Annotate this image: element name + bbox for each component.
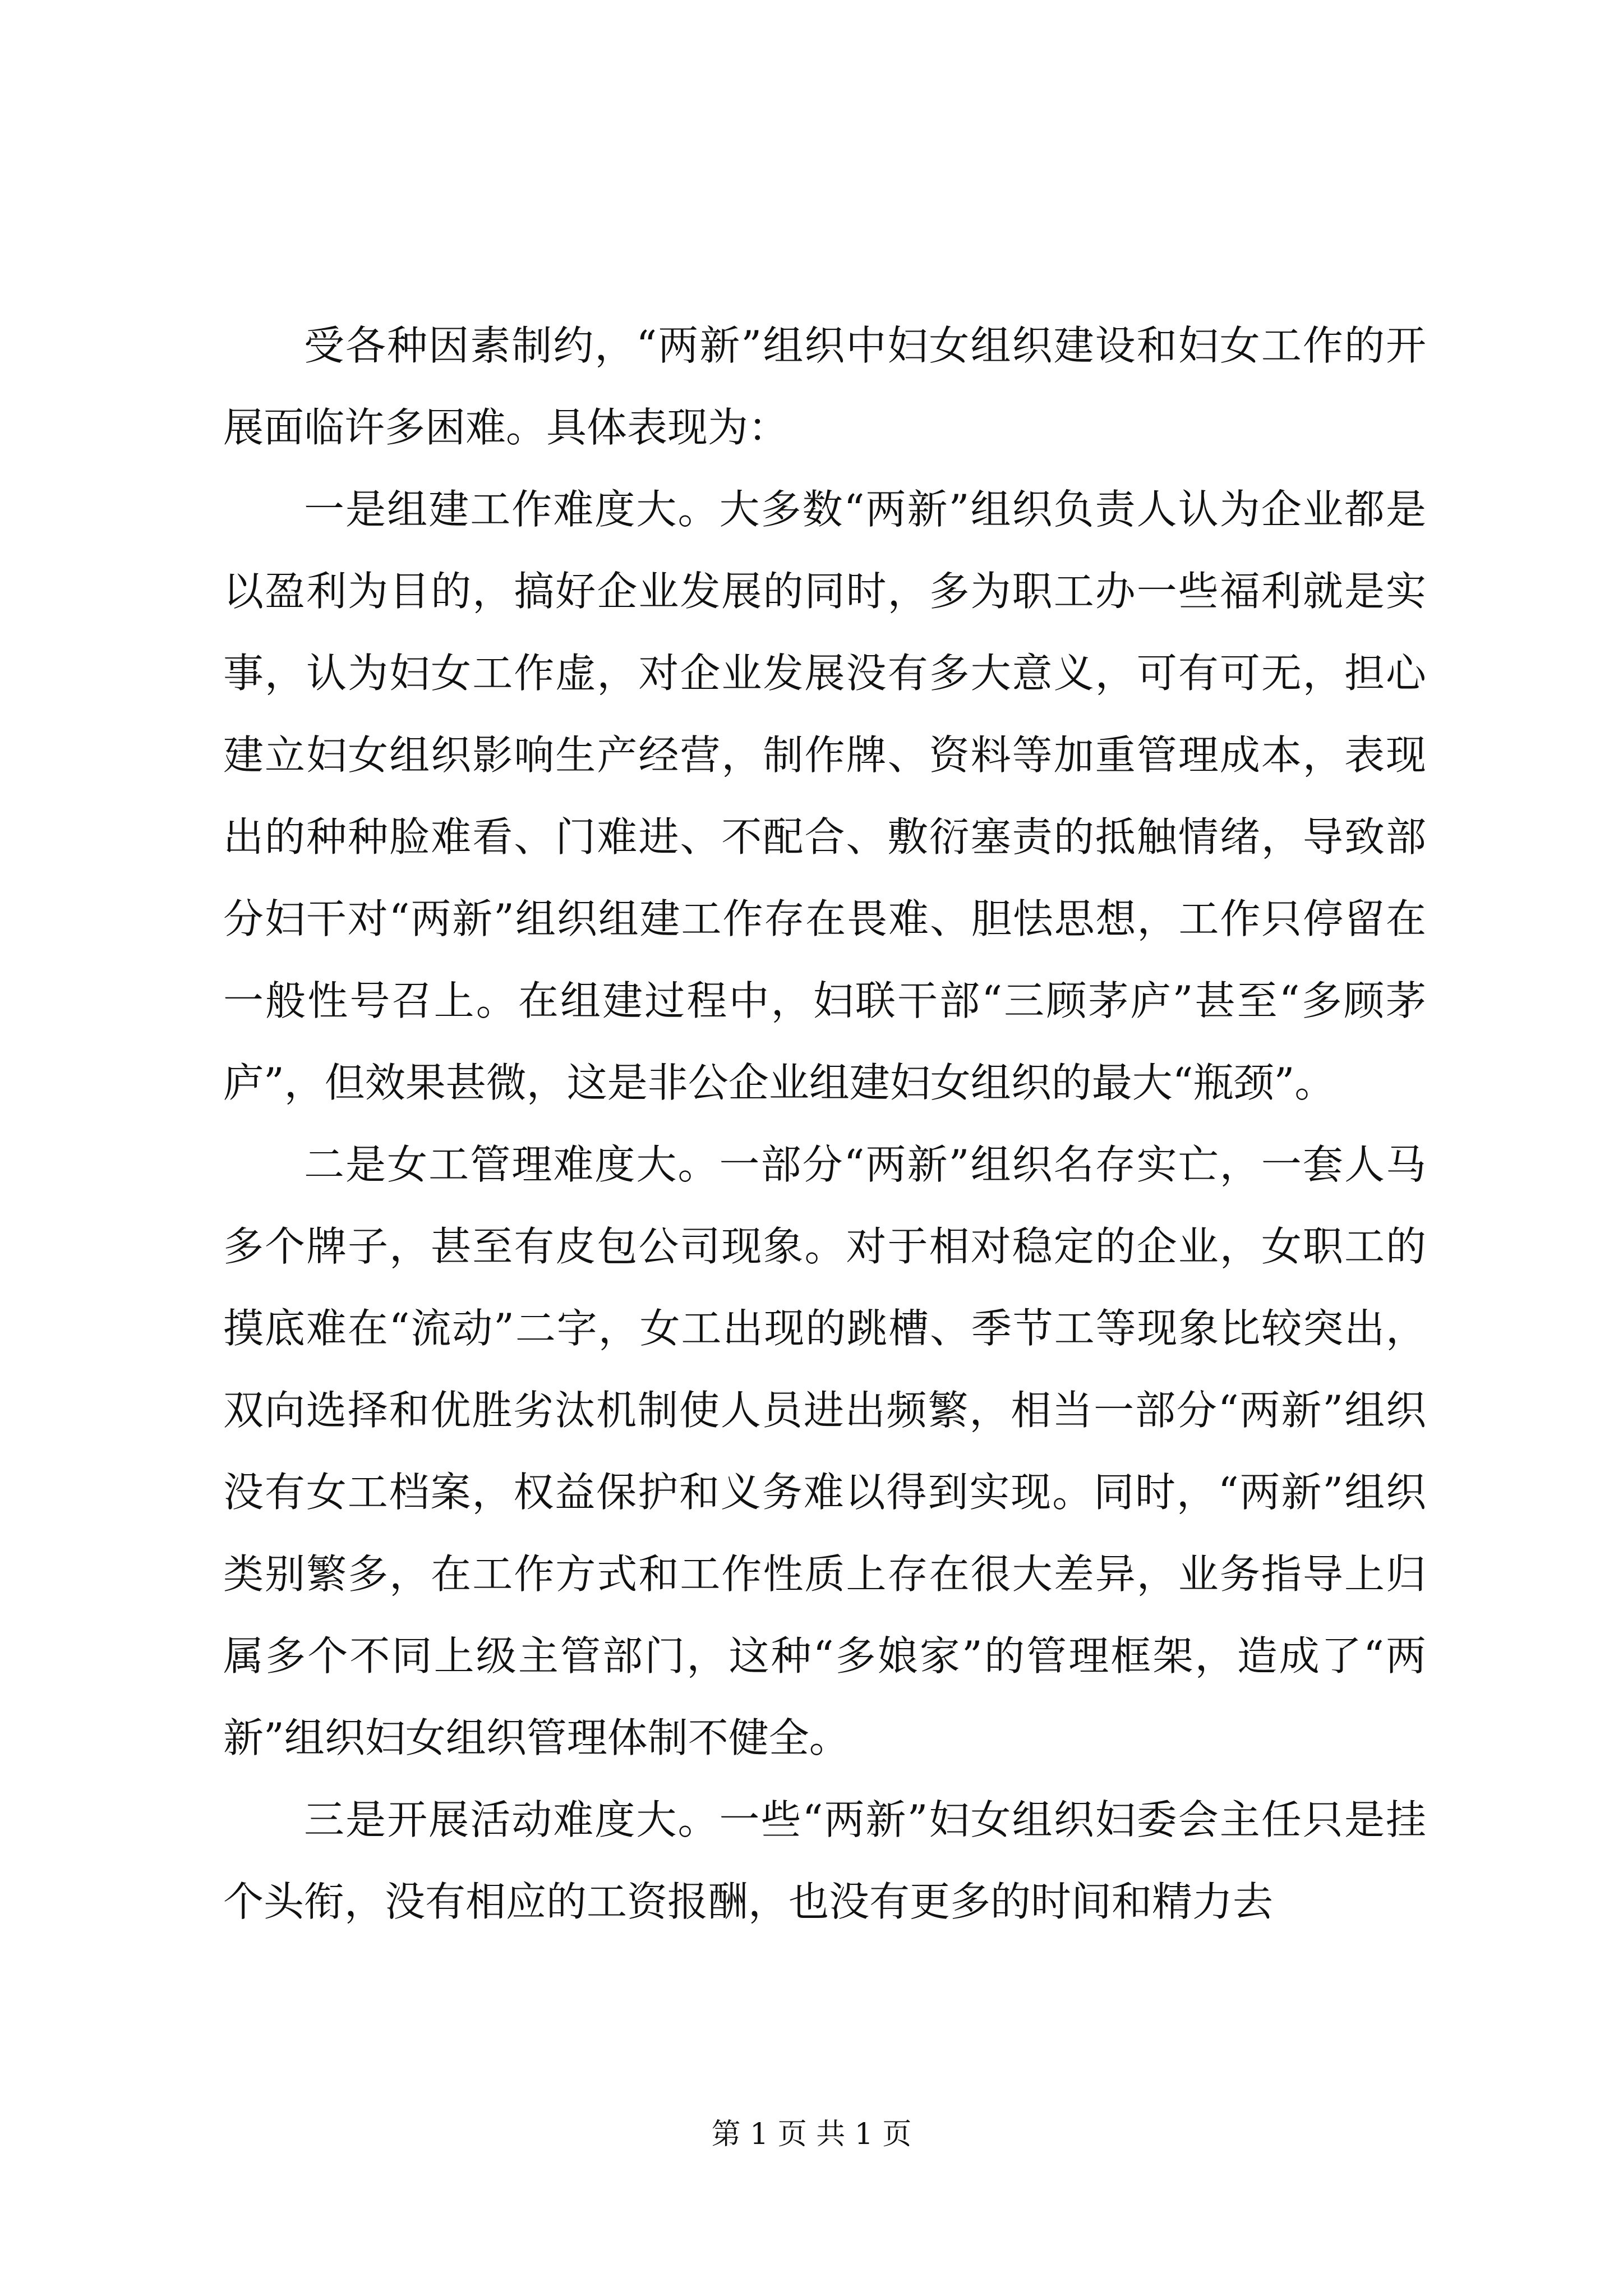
paragraph-intro: 受各种因素制约，“两新”组织中妇女组织建设和妇女工作的开展面临许多困难。具体表现为： <box>223 322 1426 451</box>
paragraph-point-two: 二是女工管理难度大。一部分“两新”组织名存实亡，一套人马多个牌子，甚至有皮包公司现象。对于相对稳定的企业，女职工的摸底难在“流动”二字，女工出现的跳槽、季节工等现象比较突出，双向选择和优胜劣汰机制使人员进出频繁，相当一部分“两新”组织没有女工档案，权益保护和义务难以得到实现。同时，“两新”组织类别繁多，在工作方式和工作性质上存在很大差异，业务指导上归属多个不同上级主管部门，这种“多娘家”的管理框架，造成了“两新”组织妇女组织管理体制不健全。 <box>223 1141 1426 1761</box>
page-number-footer: 第 1 页 共 1 页 <box>711 2118 912 2151</box>
paragraph-point-one: 一是组建工作难度大。大多数“两新”组织负责人认为企业都是以盈利为目的，搞好企业发展的同时，多为职工办一些福利就是实事，认为妇女工作虚，对企业发展没有多大意义，可有可无，担心建立妇女组织影响生产经营，制作牌、资料等加重管理成本，表现出的种种脸难看、门难进、不配合、敷衍塞责的抵触情绪，导致部分妇干对“两新”组织组建工作存在畏难、胆怯思想，工作只停留在一般性号召上。在组建过程中，妇联干部“三顾茅庐”甚至“多顾茅庐”，但效果甚微，这是非公企业组建妇女组织的最大“瓶颈”。 <box>223 486 1426 1106</box>
paragraph-point-three: 三是开展活动难度大。一些“两新”妇女组织妇委会主任只是挂个头衔，没有相应的工资报酬，也没有更多的时间和精力去 <box>223 1796 1426 1925</box>
document-body <box>223 305 1426 1943</box>
